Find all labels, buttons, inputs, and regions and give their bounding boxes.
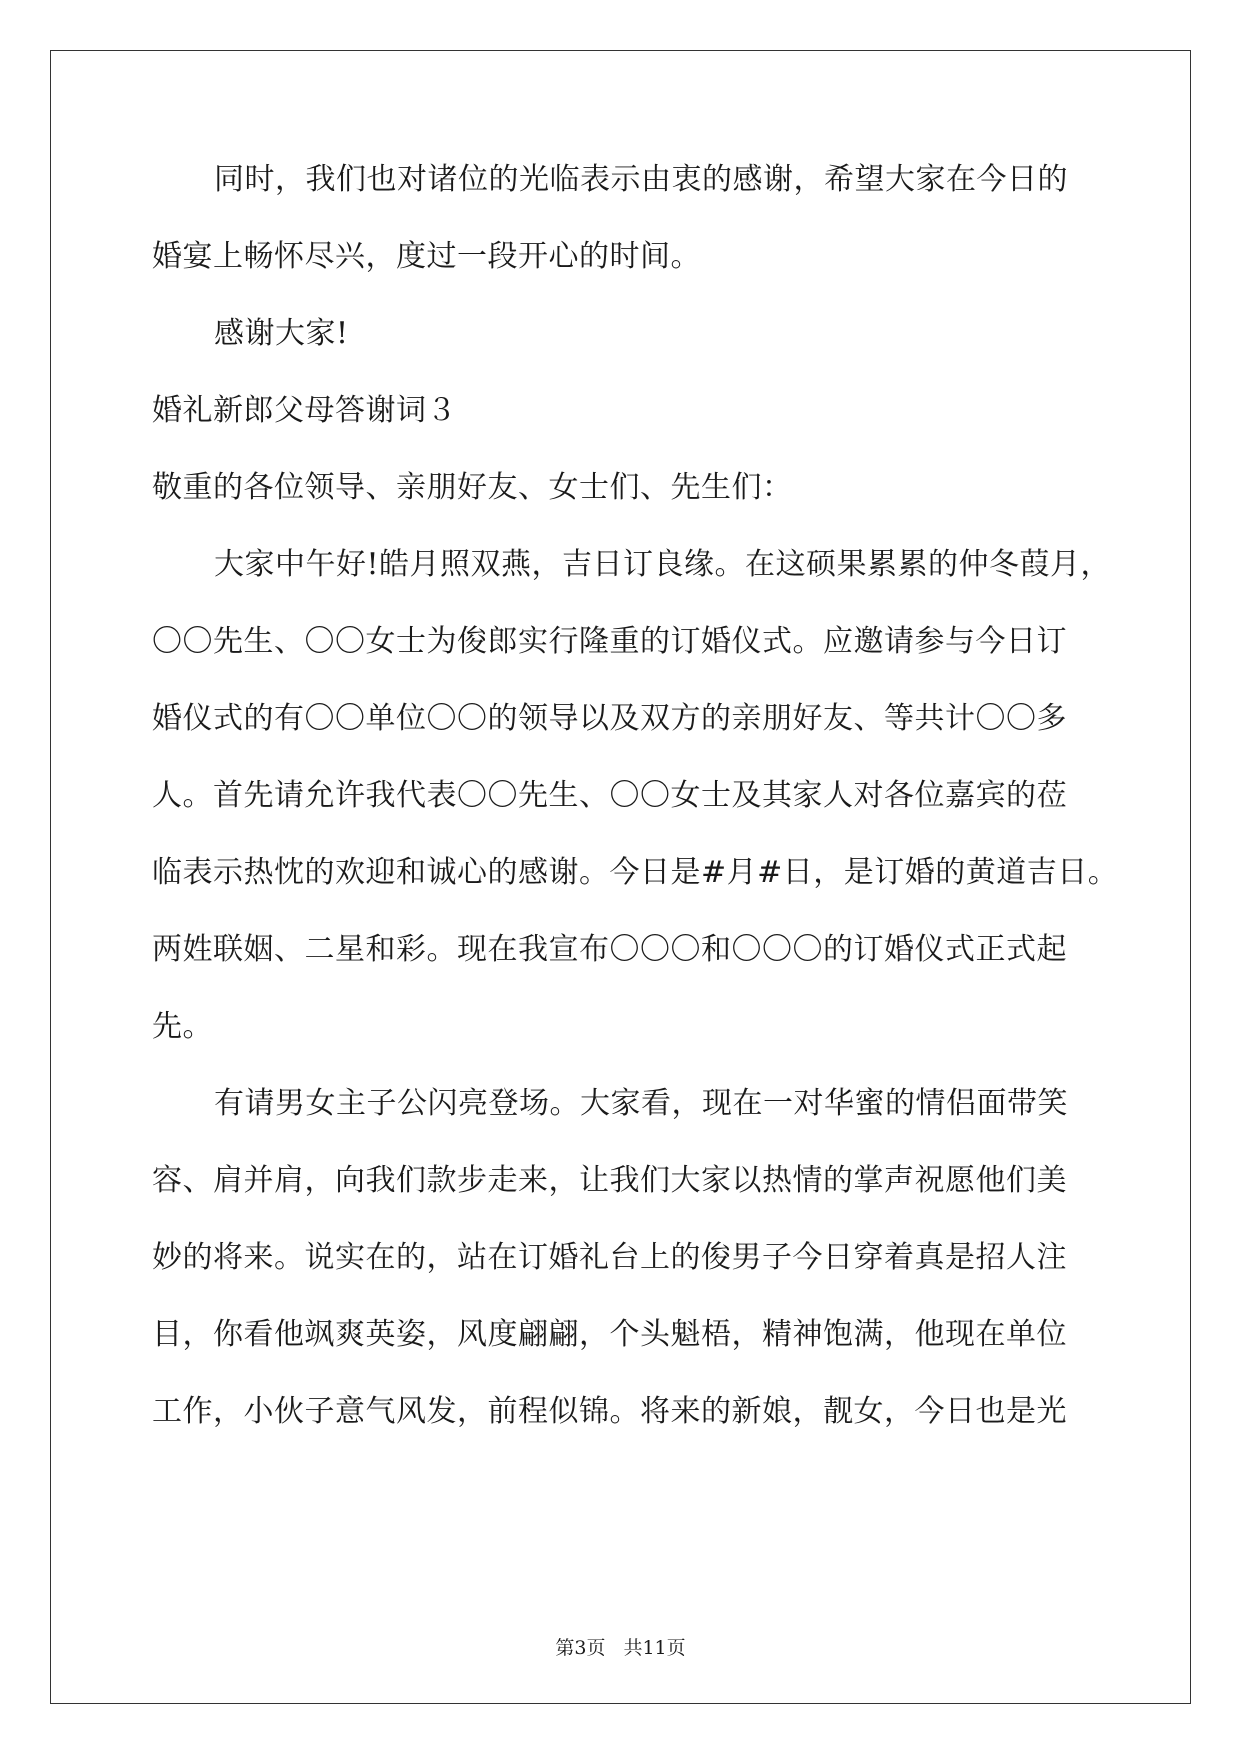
text-line: 工作，小伙子意气风发，前程似锦。将来的新娘，靓女，今日也是光 bbox=[152, 1394, 1067, 1429]
text-line: 目，你看他飒爽英姿，风度翩翩，个头魁梧，精神饱满，他现在单位 bbox=[152, 1317, 1067, 1352]
document-body bbox=[152, 160, 1119, 1469]
section-heading: 婚礼新郎父母答谢词３ bbox=[152, 393, 457, 428]
text-line: 婚仪式的有〇〇单位〇〇的领导以及双方的亲朋好友、等共计〇〇多 bbox=[152, 701, 1067, 736]
text-line: 妙的将来。说实在的，站在订婚礼台上的俊男子今日穿着真是招人注 bbox=[152, 1240, 1067, 1275]
text-line: 先。 bbox=[152, 1009, 213, 1044]
text-line: 〇〇先生、〇〇女士为俊郎实行隆重的订婚仪式。应邀请参与今日订 bbox=[152, 624, 1067, 659]
salutation: 敬重的各位领导、亲朋好友、女士们、先生们： bbox=[152, 470, 793, 505]
page-total: 共11页 bbox=[623, 1637, 686, 1659]
page-number: 第3页 bbox=[555, 1637, 606, 1659]
text-line: 感谢大家! bbox=[214, 316, 349, 351]
text-line: 大家中午好!皓月照双燕，吉日订良缘。在这硕果累累的仲冬葭月， bbox=[214, 547, 1112, 582]
text-line: 有请男女主子公闪亮登场。大家看，现在一对华蜜的情侣面带笑 bbox=[214, 1086, 1068, 1121]
text-line: 临表示热忱的欢迎和诚心的感谢。今日是#月#日，是订婚的黄道吉日。 bbox=[152, 855, 1119, 890]
text-line: 容、肩并肩，向我们款步走来，让我们大家以热情的掌声祝愿他们美 bbox=[152, 1163, 1067, 1198]
text-line: 两姓联姻、二星和彩。现在我宣布〇〇〇和〇〇〇的订婚仪式正式起 bbox=[152, 932, 1067, 967]
page-footer bbox=[0, 1636, 1241, 1660]
text-line: 同时，我们也对诸位的光临表示由衷的感谢，希望大家在今日的 bbox=[214, 162, 1068, 197]
text-line: 人。首先请允许我代表〇〇先生、〇〇女士及其家人对各位嘉宾的莅 bbox=[152, 778, 1067, 813]
text-line: 婚宴上畅怀尽兴，度过一段开心的时间。 bbox=[152, 239, 701, 274]
